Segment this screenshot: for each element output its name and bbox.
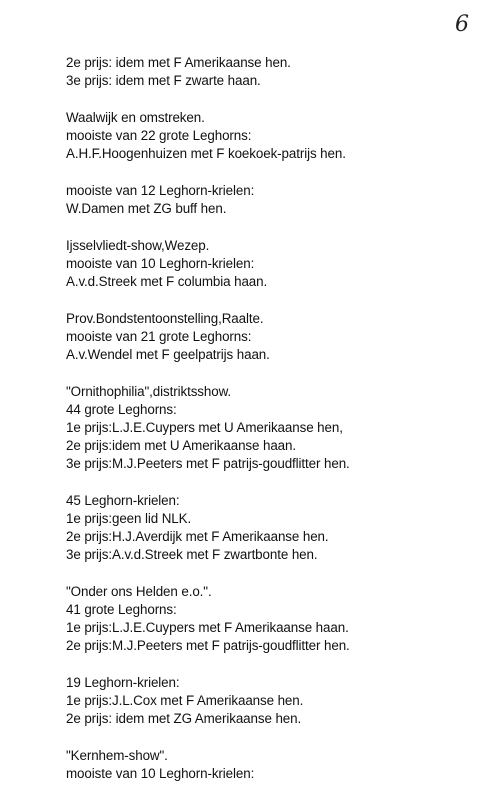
text-line: 2e prijs: idem met F Amerikaanse hen. <box>66 55 291 70</box>
text-line: mooiste van 22 grote Leghorns: <box>66 128 252 143</box>
text-line: 2e prijs:idem met U Amerikaanse haan. <box>66 438 297 453</box>
page-number: 6 <box>455 12 469 37</box>
text-line: W.Damen met ZG buff hen. <box>66 201 227 216</box>
text-line: Prov.Bondstentoonstelling,Raalte. <box>66 311 264 326</box>
text-line: 1e prijs:J.L.Cox met F Amerikaanse hen. <box>66 693 304 708</box>
text-line: 45 Leghorn-krielen: <box>66 493 180 508</box>
text-line: 1e prijs:geen lid NLK. <box>66 511 192 526</box>
text-line: mooiste van 10 Leghorn-krielen: <box>66 256 255 271</box>
text-line: 2e prijs: idem met ZG Amerikaanse hen. <box>66 711 302 726</box>
text-line: 1e prijs:L.J.E.Cuypers met F Amerikaanse haan. <box>66 620 349 635</box>
text-line: 2e prijs:H.J.Averdijk met F Amerikaanse hen. <box>66 529 329 544</box>
text-line: "Ornithophilia",distriktsshow. <box>66 384 232 399</box>
text-line: mooiste van 12 Leghorn-krielen: <box>66 183 255 198</box>
text-block <box>66 383 486 473</box>
text-line: mooiste van 21 grote Leghorns: <box>66 329 252 344</box>
text-line: 41 grote Leghorns: <box>66 602 177 617</box>
text-line: 1e prijs:L.J.E.Cuypers met U Amerikaanse hen, <box>66 420 343 435</box>
text-line: 44 grote Leghorns: <box>66 402 177 417</box>
text-block <box>66 109 486 163</box>
text-block <box>66 310 486 364</box>
text-line: A.v.Wendel met F geelpatrijs haan. <box>66 347 270 362</box>
text-line: Waalwijk en omstreken. <box>66 110 205 125</box>
text-line: 19 Leghorn-krielen: <box>66 675 180 690</box>
text-line: 2e prijs:M.J.Peeters met F patrijs-goudflitter hen. <box>66 638 350 653</box>
text-line: mooiste van 10 Leghorn-krielen: <box>66 766 255 781</box>
text-block <box>66 182 486 218</box>
text-line: A.H.F.Hoogenhuizen met F koekoek-patrijs hen. <box>66 146 346 161</box>
text-line: 3e prijs:M.J.Peeters met F patrijs-goudflitter hen. <box>66 456 350 471</box>
text-block <box>66 492 486 564</box>
text-line: 3e prijs: idem met F zwarte haan. <box>66 73 261 88</box>
text-line: "Kernhem-show". <box>66 748 168 763</box>
text-block <box>66 674 486 728</box>
text-line: A.v.d.Streek met F columbia haan. <box>66 274 268 289</box>
text-block <box>66 54 486 90</box>
text-block <box>66 237 486 291</box>
text-block <box>66 747 486 783</box>
text-line: 3e prijs:A.v.d.Streek met F zwartbonte hen. <box>66 547 318 562</box>
text-line: "Onder ons Helden e.o.". <box>66 584 212 599</box>
text-block <box>66 583 486 655</box>
text-line: Ijsselvliedt-show,Wezep. <box>66 238 210 253</box>
document-body <box>66 54 486 802</box>
